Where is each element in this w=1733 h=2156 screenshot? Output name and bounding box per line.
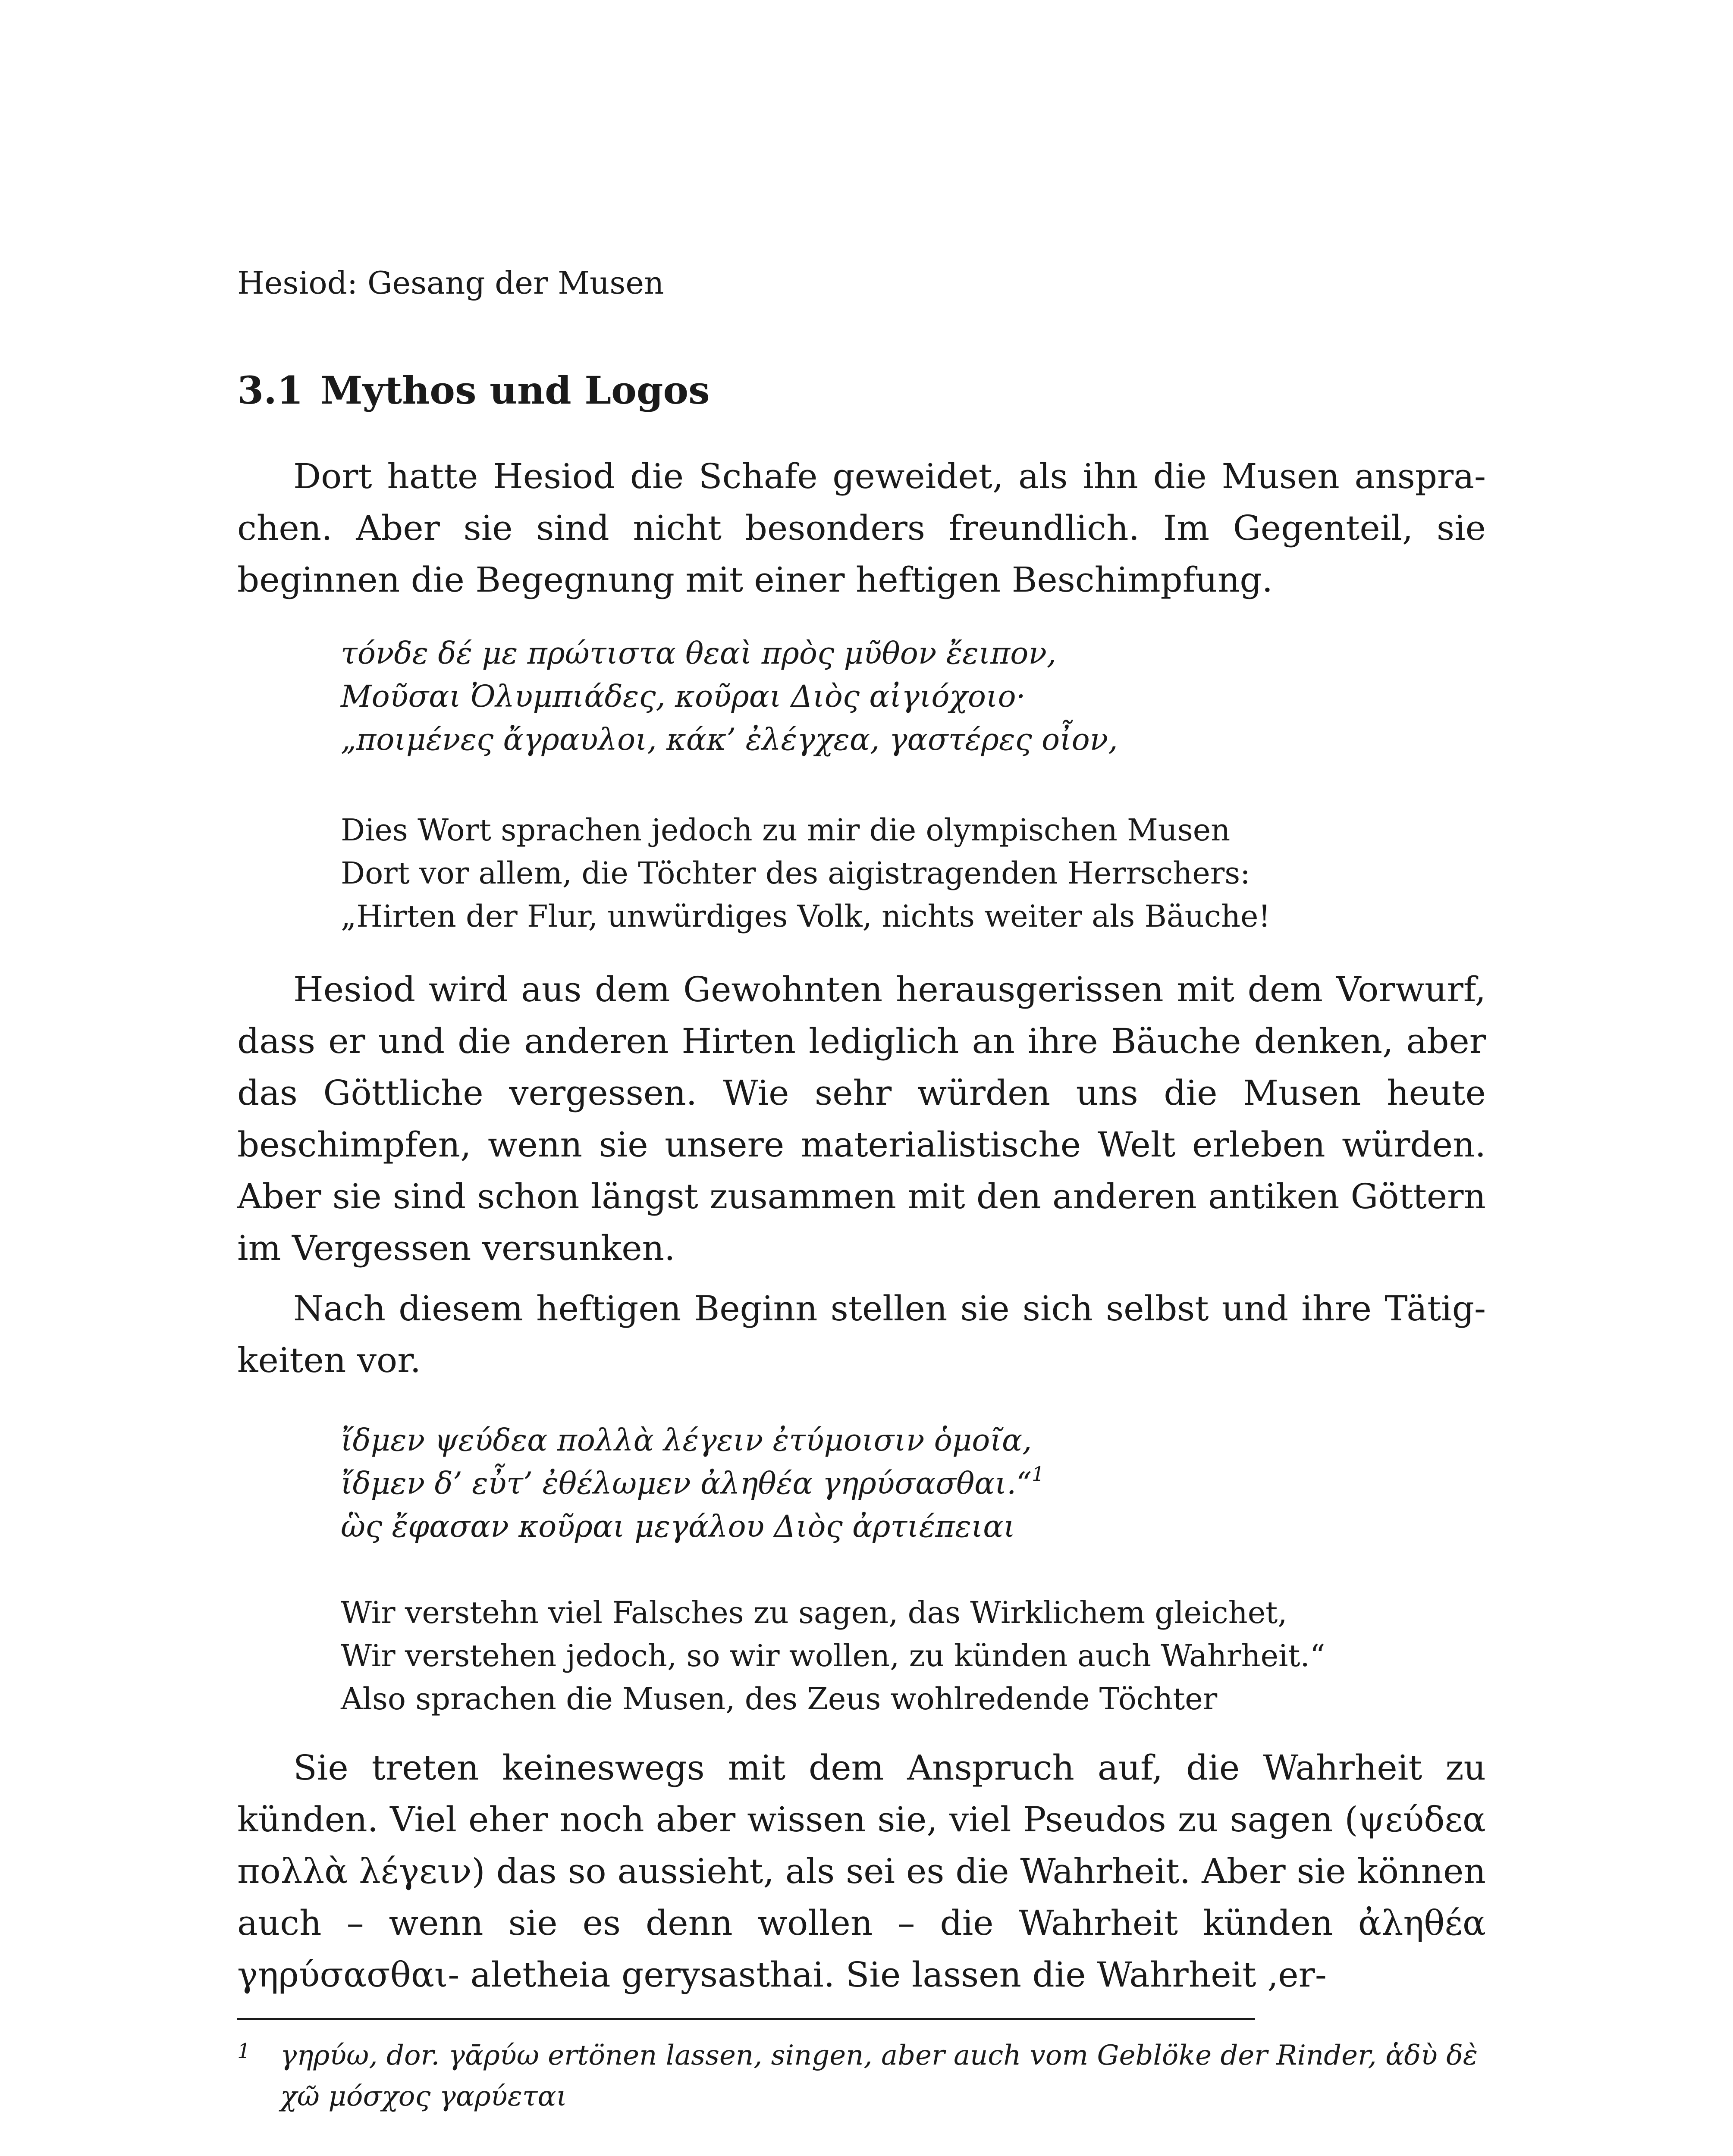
verse-line: Dort vor allem, die Töchter des aigistragenden Herrschers: (341, 856, 1250, 891)
paragraph-3: Nach diesem heftigen Beginn stellen sie sich selbst und ihre Tätigkeiten vor. (237, 1288, 1486, 1380)
verse-line: „ποιμένες ἄγραυλοι, κάκ’ ἐλέγχεα, γαστέρες οἶον, (341, 722, 1118, 757)
greek-verse-2 (341, 1419, 1462, 1548)
german-verse-1 (341, 808, 1462, 938)
verse-line: Μοῦσαι Ὀλυμπιάδες, κοῦραι Διὸς αἰγιόχοιο· (341, 679, 1026, 714)
verse-line: ἴδμεν δ’ εὖτ’ ἐθέλωμεν ἀληθέα γηρύσασθαι.“$^1$ (341, 1462, 1045, 1501)
paragraph-2: Hesiod wird aus dem Gewohnten herausgerissen mit dem Vorwurf, dass er und die anderen Hirten lediglich an ihre Bäuche denken, aber das Göttliche vergessen. Wie sehr würden uns die Musen heute beschimpfen, wenn sie unsere materialistische Welt erleben würden. Aber sie sind schon längst zusammen mit den anderen antiken Göttern im Vergessen versunken. (237, 969, 1486, 1268)
verse-line: ἴδμεν ψεύδεα πολλὰ λέγειν ἐτύμοισιν ὁμοῖα, (341, 1423, 1032, 1458)
footnote-rule (237, 2018, 1255, 2020)
verse-line: Also sprachen die Musen, des Zeus wohlredende Töchter (341, 1681, 1218, 1717)
verse-line: „Hirten der Flur, unwürdiges Volk, nichts weiter als Bäuche! (341, 899, 1271, 934)
footnote-reference[interactable]: 1 (1032, 1462, 1045, 1485)
verse-line: τόνδε δέ με πρώτιστα θεαὶ πρὸς μῦθον ἔειπον, (341, 636, 1057, 671)
greek-verse-1 (341, 632, 1462, 761)
running-head: Hesiod: Gesang der Musen (237, 265, 664, 301)
verse-line: Wir verstehn viel Falsches zu sagen, das Wirklichem gleichet, (341, 1595, 1287, 1630)
verse-line: ὣς ἔφασαν κοῦραι μεγάλου Διὸς ἀρτιέπειαι (341, 1509, 1015, 1544)
german-verse-2 (341, 1591, 1462, 1720)
footnote (237, 2035, 1486, 2117)
paragraph-4: Sie treten keineswegs mit dem Anspruch auf, die Wahrheit zu künden. Viel eher noch aber wissen sie, viel Pseudos zu sagen (ψεύδεα πολλὰ λέγειν) das so aussieht, als sei es die Wahrheit. Aber sie können auch – wenn sie es denn wollen – die Wahrheit künden ἀληθέα γηρύσασθαι- aletheia gerysasthai. Sie lassen die Wahrheit ‚er- (237, 1748, 1486, 1995)
paragraph-1: Dort hatte Hesiod die Schafe geweidet, als ihn die Musen ansprachen. Aber sie sind nicht besonders freundlich. Im Gegenteil, sie beginnen die Begegnung mit einer heftigen Beschimpfung. (237, 456, 1486, 600)
footnote-number: 1 (237, 2039, 251, 2063)
section-heading (237, 364, 710, 416)
section-number: 3.1 (237, 368, 304, 413)
verse-line: Dies Wort sprachen jedoch zu mir die olympischen Musen (341, 812, 1231, 848)
verse-line: Wir verstehen jedoch, so wir wollen, zu künden auch Wahrheit.“ (341, 1638, 1325, 1673)
footnote-text: γηρύω, dor. γᾱρύω ertönen lassen, singen, aber auch vom Geblöke der Rinder, ἁδὺ δὲ χῶ μόσχος γαρύεται (280, 2040, 1478, 2112)
section-title: Mythos und Logos (320, 368, 710, 413)
